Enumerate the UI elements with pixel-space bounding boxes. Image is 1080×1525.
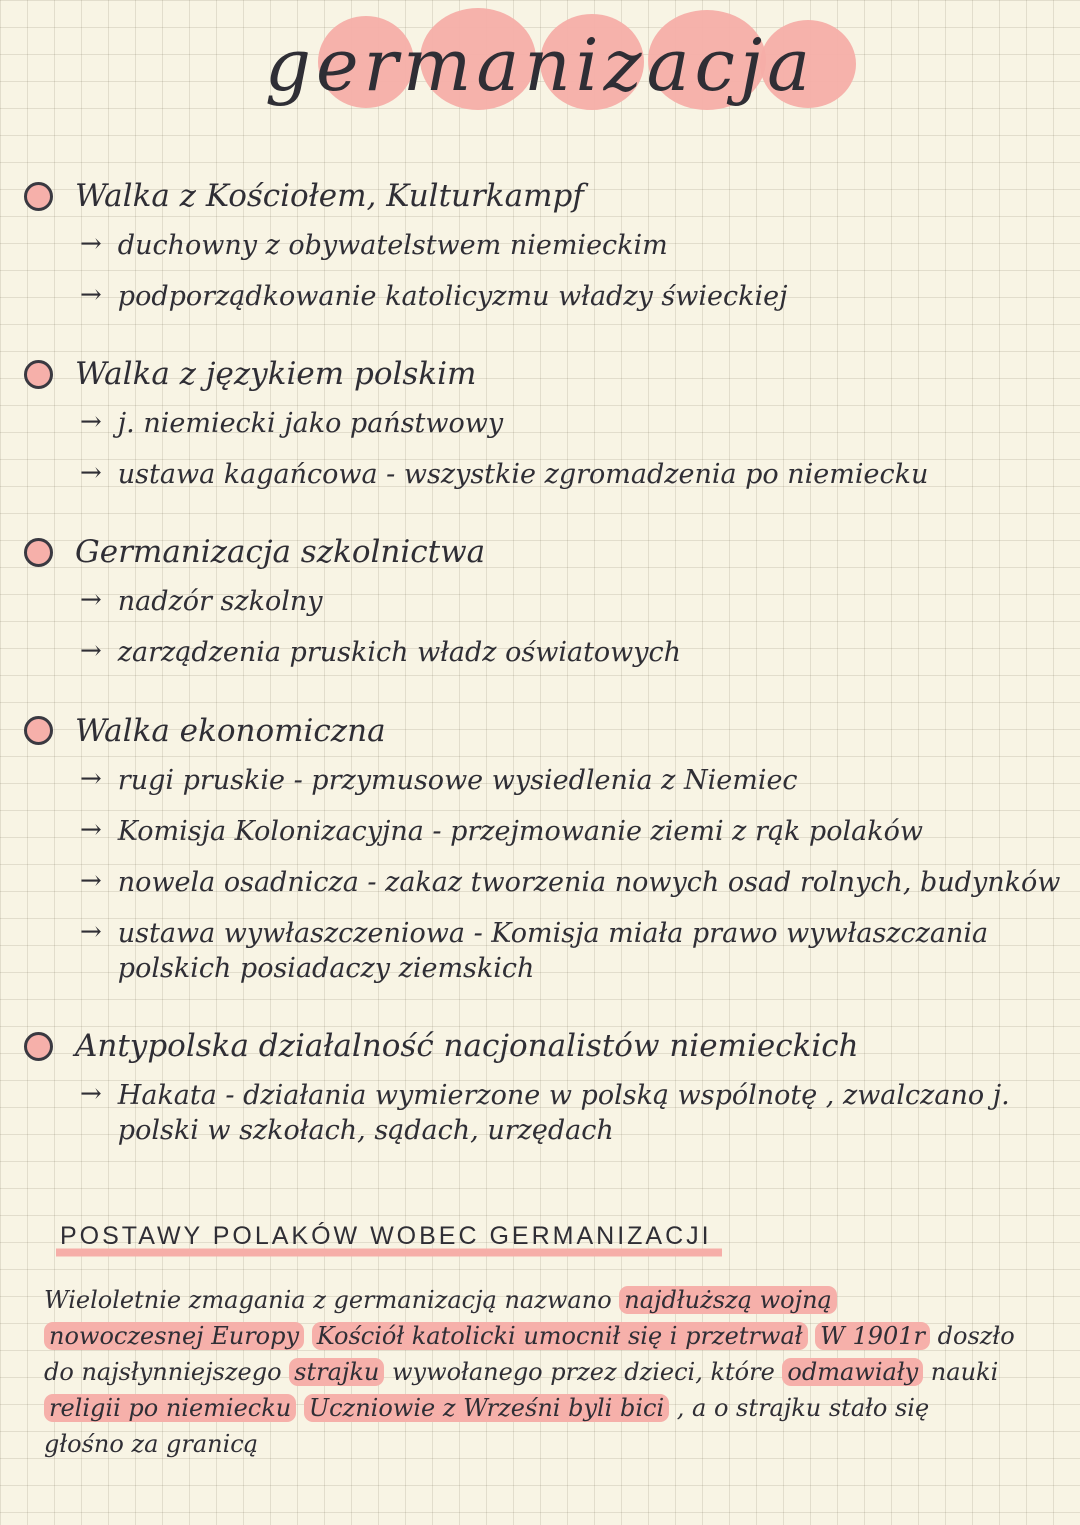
highlight-text: religii po niemiecku [44,1394,296,1422]
note-section [22,534,1080,670]
paragraph-text: , a o strajku stało się [669,1394,930,1423]
paragraph-text: głośno za granicą [44,1430,259,1459]
note-item [80,279,1070,314]
section-heading-row [24,1028,1080,1064]
section-heading-row [24,534,1080,570]
bullet-circle-icon [24,716,53,745]
section-heading-row [24,356,1080,392]
note-item [80,916,1070,986]
section-heading: Germanizacja szkolnictwa [75,534,486,571]
paragraph-text [296,1394,304,1422]
note-item-text: ustawa kagańcowa - wszystkie zgromadzenia po niemiecku [117,459,929,491]
highlight-text: odmawiały [782,1358,923,1386]
paragraph-text: doszło [930,1322,1015,1351]
bullet-circle-icon [24,538,53,567]
section-subheading: POSTAWY POLAKÓW WOBEC GERMANIZACJI [56,1222,722,1258]
section-heading-row [24,178,1080,214]
arrow-icon: → [80,763,102,794]
page-title-area [0,0,1080,136]
arrow-icon: → [80,916,102,947]
note-item [80,635,1070,670]
paragraph-line [44,1390,1050,1426]
note-item [80,228,1070,263]
highlight-text: strajku [289,1358,384,1386]
highlight-text: najdłuższą wojną [619,1286,837,1314]
highlight-text: nowoczesnej Europy [44,1322,304,1350]
paragraph-text [304,1322,312,1350]
paragraph-text: wywołanego przez dzieci, które [384,1358,783,1387]
arrow-icon: → [80,636,102,667]
note-section [22,1028,1080,1148]
arrow-icon: → [80,585,102,616]
highlight-text: Kościół katolicki umocnił się i przetrwał [312,1322,808,1350]
arrow-icon: → [80,814,102,845]
bullet-circle-icon [24,182,53,211]
paragraph-line [44,1318,1050,1354]
note-item-text: rugi pruskie - przymusowe wysiedlenia z Niemiec [117,764,798,796]
note-item [80,814,1070,849]
section-heading: Walka z Kościołem, Kulturkampf [75,178,584,214]
bullet-circle-icon [24,1032,53,1061]
paragraph-text: nauki [923,1358,999,1387]
section-heading-row [24,713,1080,749]
arrow-icon: → [80,407,102,438]
arrow-icon: → [80,229,102,259]
paragraph-text: do najsłynniejszego [44,1358,290,1387]
note-section [22,713,1080,986]
highlight-text: Uczniowie z Wrześni byli bici [304,1394,669,1422]
arrow-icon: → [80,865,102,896]
note-section [22,178,1080,314]
note-item-text: nadzór szkolny [117,586,323,618]
note-item-text: Komisja Kolonizacyjna - przejmowanie ziemi z rąk polaków [117,815,923,847]
arrow-icon: → [80,458,102,489]
notes-sections [22,178,1080,1148]
arrow-icon: → [80,280,102,311]
note-section [22,356,1080,492]
arrow-icon: → [80,1079,102,1110]
note-item-text: podporządkowanie katolicyzmu władzy świeckiej [117,281,788,313]
note-item-text: nowela osadnicza - zakaz tworzenia nowych osad rolnych, budynków [117,866,1061,898]
section-heading: Walka z językiem polskim [75,356,477,393]
highlight-text: W 1901r [815,1322,930,1350]
section-heading: Walka ekonomiczna [75,712,386,749]
summary-paragraph [44,1282,1050,1462]
note-item [80,763,1070,798]
paragraph-line [44,1426,1050,1462]
note-item-text: zarządzenia pruskich władz oświatowych [117,637,682,669]
note-item [80,406,1070,441]
note-item [80,584,1070,619]
paragraph-text: Wieloletnie zmagania z germanizacją nazwano [44,1286,620,1315]
note-item [80,457,1070,492]
section-heading: Antypolska działalność nacjonalistów niemieckich [75,1028,859,1065]
paragraph-line [44,1354,1050,1390]
page-title: germanizacja [264,23,816,107]
bullet-circle-icon [24,360,53,389]
note-item [80,1078,1070,1148]
note-item-text: j. niemiecki jako państwowy [117,408,504,440]
note-item-text: Hakata - działania wymierzone w polską wspólnotę , zwalczano j. polski w szkołach, sądach, urzędach [117,1080,1010,1147]
note-item [80,865,1070,900]
paragraph-line [44,1282,1050,1318]
note-item-text: ustawa wywłaszczeniowa - Komisja miała prawo wywłaszczania polskich posiadaczy ziemskich [117,917,989,984]
note-item-text: duchowny z obywatelstwem niemieckim [117,230,668,261]
